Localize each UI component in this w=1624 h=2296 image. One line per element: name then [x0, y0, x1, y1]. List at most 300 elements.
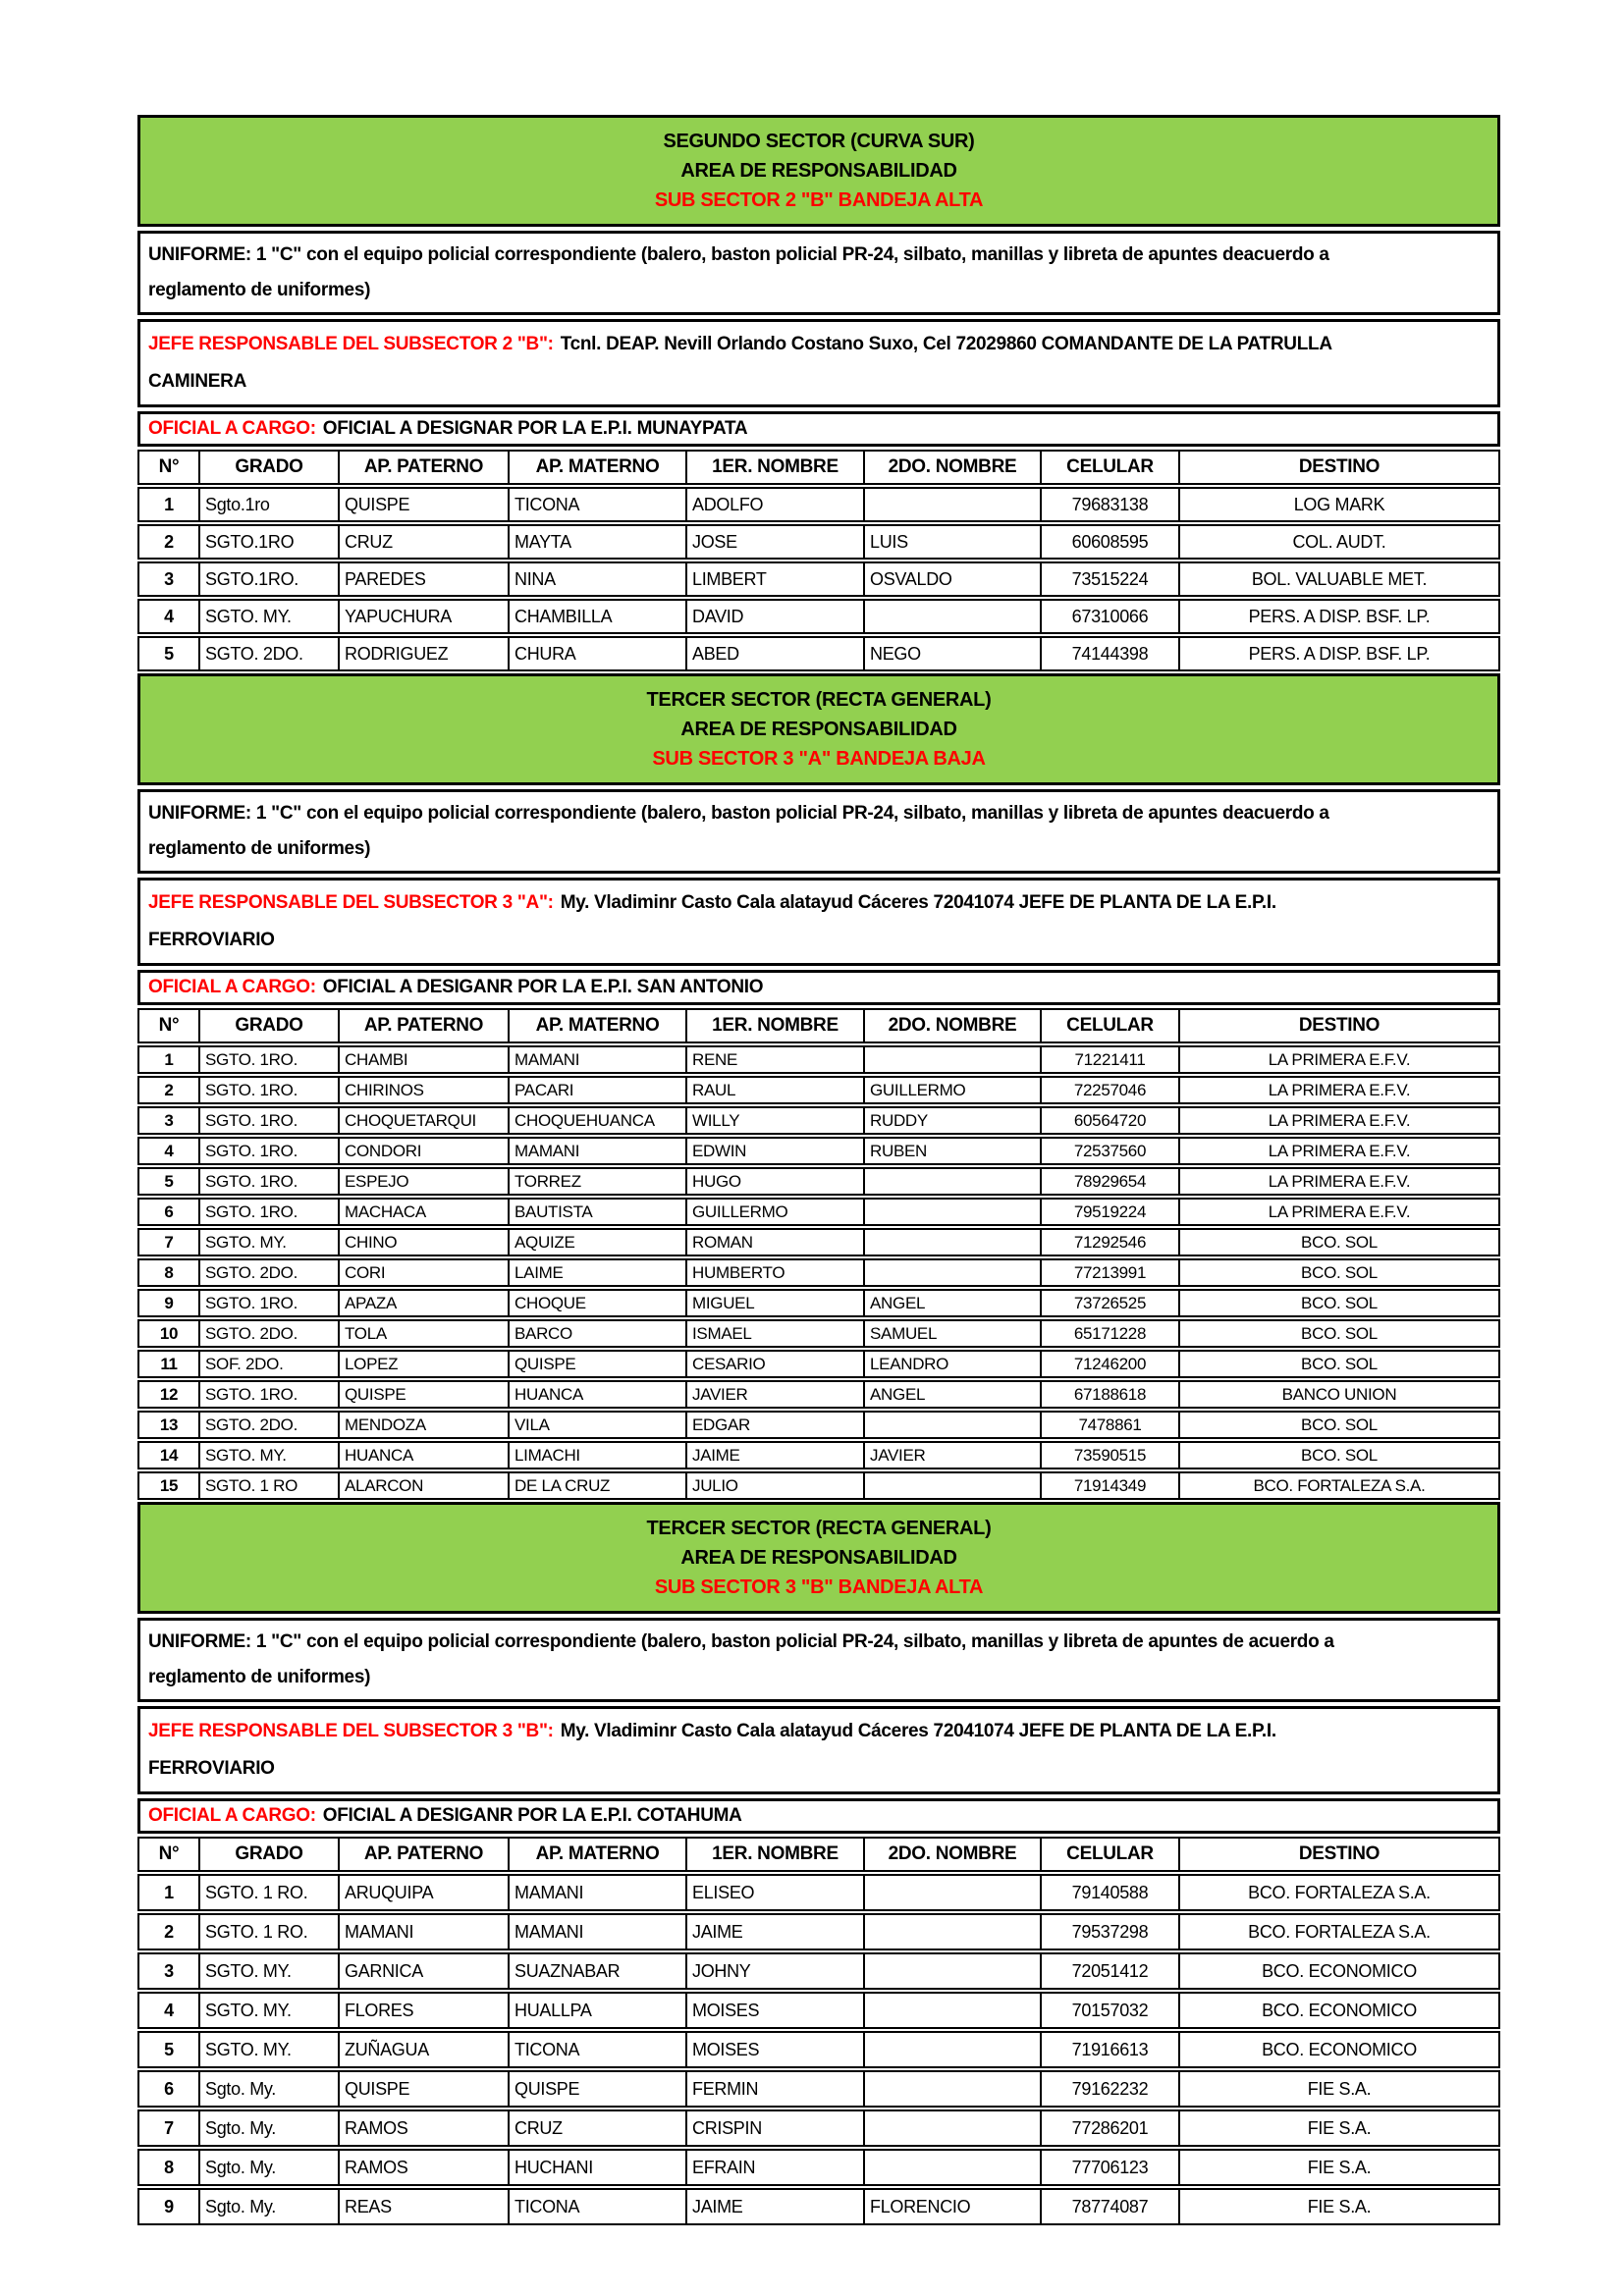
sector-section-2b [137, 115, 1500, 671]
table-cell: RUDDY [863, 1108, 1040, 1133]
table-cell [863, 1876, 1040, 1909]
table-cell: 11 [160, 1354, 178, 1373]
header-cell: N° [158, 1015, 180, 1036]
table-cell: HUANCA [338, 1443, 508, 1468]
table-cell: FIE S.A. [1178, 2190, 1498, 2223]
table-cell: ROMAN [685, 1230, 863, 1255]
table-row [137, 1992, 1500, 2029]
header-cell: 1ER. NOMBRE [685, 1839, 863, 1870]
sector-title: TERCER SECTOR (RECTA GENERAL) [646, 689, 992, 711]
header-cell: GRADO [198, 1839, 338, 1870]
table-cell: HUMBERTO [685, 1260, 863, 1285]
header-cell: AP. MATERNO [508, 452, 685, 483]
jefe-line2: FERROVIARIO [148, 1758, 275, 1779]
header-cell: 2DO. NOMBRE [863, 452, 1040, 483]
table-cell: JAIME [685, 2190, 863, 2223]
sector-title: SEGUNDO SECTOR (CURVA SUR) [663, 131, 975, 152]
oficial-label: OFICIAL A CARGO: [148, 1805, 316, 1826]
table-cell: 70157032 [1040, 1994, 1178, 2027]
subsector-line: SUB SECTOR 3 "A" BANDEJA BAJA [652, 748, 986, 770]
oficial-a-cargo-note [137, 411, 1500, 447]
jefe-text: Tcnl. DEAP. Nevill Orlando Costano Suxo, Cel 72029860 COMANDANTE DE LA PATRULLA [560, 334, 1332, 354]
table-cell: SGTO. 1 RO. [198, 1915, 338, 1949]
table-cell: 2 [164, 531, 174, 552]
table-cell: PERS. A DISP. BSF. LP. [1178, 638, 1498, 669]
table-cell: 3 [164, 1110, 174, 1130]
table-cell: QUISPE [338, 2072, 508, 2106]
table-cell: Sgto. My. [198, 2072, 338, 2106]
table-cell: EDGAR [685, 1413, 863, 1437]
uniforme-line1: UNIFORME: 1 "C" con el equipo policial correspondiente (balero, baston policial PR-24, silbato, manillas y libreta de apuntes deacuerdo a [148, 803, 1329, 824]
table-cell [863, 1473, 1040, 1498]
table-cell: 67188618 [1040, 1382, 1178, 1407]
table-cell: BCO. SOL [1178, 1260, 1498, 1285]
table-cell: 8 [164, 1262, 174, 1282]
table-cell: 2 [164, 1080, 174, 1099]
header-cell: 1ER. NOMBRE [685, 1010, 863, 1041]
table-cell: RAMOS [338, 2111, 508, 2145]
header-cell: AP. PATERNO [338, 1010, 508, 1041]
table-cell: SGTO. 2DO. [198, 638, 338, 669]
table-cell: TICONA [508, 489, 685, 520]
header-cell: AP. PATERNO [338, 452, 508, 483]
table-cell: SAMUEL [863, 1321, 1040, 1346]
header-cell: AP. MATERNO [508, 1010, 685, 1041]
table-cell: ZUÑAGUA [338, 2033, 508, 2066]
table-cell: BCO. ECONOMICO [1178, 1954, 1498, 1988]
table-cell: 8 [164, 2157, 174, 2177]
table-cell: DAVID [685, 601, 863, 632]
table-row [137, 1167, 1500, 1196]
table-cell: 71914349 [1040, 1473, 1178, 1498]
table-cell: SGTO. 1RO. [198, 1169, 338, 1194]
table-cell: 13 [159, 1415, 179, 1434]
uniforme-line2: reglamento de uniformes) [148, 1667, 371, 1687]
table-cell: 5 [164, 1171, 174, 1191]
table-cell: CORI [338, 1260, 508, 1285]
table-row [137, 2109, 1500, 2147]
table-row [137, 2070, 1500, 2108]
table-row [137, 1258, 1500, 1287]
document-page [137, 115, 1500, 2227]
table-cell: CRISPIN [685, 2111, 863, 2145]
roster-table [137, 450, 1500, 671]
table-cell: JOHNY [685, 1954, 863, 1988]
table-row [137, 1471, 1500, 1500]
table-cell: 71221411 [1040, 1047, 1178, 1072]
table-cell: QUISPE [508, 2072, 685, 2106]
table-row [137, 561, 1500, 597]
table-cell [863, 2033, 1040, 2066]
jefe-line2: FERROVIARIO [148, 930, 275, 950]
table-cell: Sgto.1ro [198, 489, 338, 520]
table-cell: EDWIN [685, 1139, 863, 1163]
header-cell: AP. PATERNO [338, 1839, 508, 1870]
table-cell: ISMAEL [685, 1321, 863, 1346]
table-row [137, 1319, 1500, 1348]
table-cell [863, 1915, 1040, 1949]
sector-title: TERCER SECTOR (RECTA GENERAL) [646, 1518, 992, 1539]
table-header-row [137, 1837, 1500, 1872]
uniforme-note [137, 231, 1500, 315]
table-cell: PERS. A DISP. BSF. LP. [1178, 601, 1498, 632]
table-row [137, 1913, 1500, 1950]
table-cell: CHAMBILLA [508, 601, 685, 632]
table-cell: 73726525 [1040, 1291, 1178, 1315]
table-cell [863, 1413, 1040, 1437]
table-cell: Sgto. My. [198, 2151, 338, 2184]
table-cell: MIGUEL [685, 1291, 863, 1315]
table-cell: 71292546 [1040, 1230, 1178, 1255]
table-row [137, 1045, 1500, 1074]
table-cell: SGTO.1RO [198, 526, 338, 558]
table-cell [863, 489, 1040, 520]
table-cell: 79519224 [1040, 1200, 1178, 1224]
table-cell: 1 [164, 1882, 174, 1902]
table-cell: 65171228 [1040, 1321, 1178, 1346]
table-cell: FIE S.A. [1178, 2111, 1498, 2145]
table-cell: FIE S.A. [1178, 2072, 1498, 2106]
table-cell: COL. AUDT. [1178, 526, 1498, 558]
table-cell: SGTO. MY. [198, 2033, 338, 2066]
table-cell: ABED [685, 638, 863, 669]
table-cell: SGTO. 1RO. [198, 1078, 338, 1102]
table-row [137, 1106, 1500, 1135]
oficial-label: OFICIAL A CARGO: [148, 977, 316, 997]
uniforme-line1: UNIFORME: 1 "C" con el equipo policial correspondiente (balero, baston policial PR-24, silbato, manillas y libreta de apuntes de acuerdo a [148, 1631, 1334, 1652]
table-cell: 5 [164, 2039, 174, 2059]
table-cell: ALARCON [338, 1473, 508, 1498]
table-cell: 6 [164, 1201, 174, 1221]
header-cell: CELULAR [1040, 1010, 1178, 1041]
table-cell: BCO. SOL [1178, 1230, 1498, 1255]
table-row [137, 2188, 1500, 2225]
jefe-label: JEFE RESPONSABLE DEL SUBSECTOR 3 "B": [148, 1721, 554, 1741]
table-cell: HUGO [685, 1169, 863, 1194]
header-cell: GRADO [198, 1010, 338, 1041]
table-cell: 79140588 [1040, 1876, 1178, 1909]
table-cell: TICONA [508, 2033, 685, 2066]
table-cell: 6 [164, 2078, 174, 2099]
roster-table [137, 1837, 1500, 2225]
table-cell: CESARIO [685, 1352, 863, 1376]
table-cell: 3 [164, 568, 174, 589]
table-cell: LIMACHI [508, 1443, 685, 1468]
table-cell: FIE S.A. [1178, 2151, 1498, 2184]
jefe-responsable-note [137, 1706, 1500, 1794]
oficial-text: OFICIAL A DESIGANR POR LA E.P.I. SAN ANTONIO [322, 977, 764, 997]
table-row [137, 1076, 1500, 1104]
table-cell: CHIRINOS [338, 1078, 508, 1102]
table-cell: RENE [685, 1047, 863, 1072]
table-cell: JAVIER [685, 1382, 863, 1407]
uniforme-line2: reglamento de uniformes) [148, 838, 371, 859]
table-cell: 10 [159, 1323, 179, 1343]
table-cell: MACHACA [338, 1200, 508, 1224]
table-cell: JOSE [685, 526, 863, 558]
table-cell: BCO. SOL [1178, 1291, 1498, 1315]
uniforme-line2: reglamento de uniformes) [148, 280, 371, 300]
table-cell [863, 1047, 1040, 1072]
table-cell: BCO. ECONOMICO [1178, 2033, 1498, 2066]
jefe-line1 [148, 884, 1489, 922]
table-cell: CHOQUEHUANCA [508, 1108, 685, 1133]
table-cell: 1 [164, 1049, 174, 1069]
table-cell: EFRAIN [685, 2151, 863, 2184]
table-cell: 4 [164, 606, 174, 626]
table-cell: MAMANI [508, 1047, 685, 1072]
table-cell: LIMBERT [685, 563, 863, 595]
table-cell [863, 1169, 1040, 1194]
table-cell: BCO. SOL [1178, 1413, 1498, 1437]
table-cell: ESPEJO [338, 1169, 508, 1194]
table-cell: QUISPE [508, 1352, 685, 1376]
table-cell [863, 1260, 1040, 1285]
table-cell: GUILLERMO [863, 1078, 1040, 1102]
roster-table [137, 1008, 1500, 1500]
oficial-a-cargo-note [137, 1798, 1500, 1834]
table-cell: GUILLERMO [685, 1200, 863, 1224]
jefe-label: JEFE RESPONSABLE DEL SUBSECTOR 3 "A": [148, 892, 554, 913]
table-cell: 60564720 [1040, 1108, 1178, 1133]
table-cell: LA PRIMERA E.F.V. [1178, 1108, 1498, 1133]
table-cell: LA PRIMERA E.F.V. [1178, 1169, 1498, 1194]
table-cell: 72537560 [1040, 1139, 1178, 1163]
table-row [137, 524, 1500, 560]
table-cell [863, 2111, 1040, 2145]
subsector-line: SUB SECTOR 3 "B" BANDEJA ALTA [654, 1576, 984, 1598]
table-cell [863, 601, 1040, 632]
table-cell: BCO. SOL [1178, 1321, 1498, 1346]
table-cell: OSVALDO [863, 563, 1040, 595]
table-row [137, 1198, 1500, 1226]
table-row [137, 1874, 1500, 1911]
table-cell: ELISEO [685, 1876, 863, 1909]
sector-banner [137, 1502, 1500, 1614]
table-cell: MOISES [685, 1994, 863, 2027]
table-cell: SGTO. 1RO. [198, 1291, 338, 1315]
table-cell: SGTO. 2DO. [198, 1413, 338, 1437]
table-cell [863, 1200, 1040, 1224]
table-cell: QUISPE [338, 1382, 508, 1407]
table-cell: 78774087 [1040, 2190, 1178, 2223]
table-cell: BOL. VALUABLE MET. [1178, 563, 1498, 595]
table-cell: TICONA [508, 2190, 685, 2223]
table-cell: JAIME [685, 1443, 863, 1468]
header-cell: 1ER. NOMBRE [685, 452, 863, 483]
table-cell: 79537298 [1040, 1915, 1178, 1949]
table-cell: SGTO. MY. [198, 1954, 338, 1988]
table-cell: LA PRIMERA E.F.V. [1178, 1200, 1498, 1224]
oficial-text: OFICIAL A DESIGANR POR LA E.P.I. COTAHUMA [322, 1805, 742, 1826]
sector-section-3b [137, 1502, 1500, 2225]
table-cell: 73590515 [1040, 1443, 1178, 1468]
jefe-line2: CAMINERA [148, 371, 246, 392]
table-cell: SGTO. MY. [198, 601, 338, 632]
table-cell: FLORENCIO [863, 2190, 1040, 2223]
table-cell: LA PRIMERA E.F.V. [1178, 1078, 1498, 1102]
table-row [137, 1380, 1500, 1409]
table-cell: BCO. FORTALEZA S.A. [1178, 1876, 1498, 1909]
table-cell: MOISES [685, 2033, 863, 2066]
table-cell: 79683138 [1040, 489, 1178, 520]
table-cell: TOLA [338, 1321, 508, 1346]
table-header-row [137, 1008, 1500, 1043]
table-cell: HUALLPA [508, 1994, 685, 2027]
table-cell: DE LA CRUZ [508, 1473, 685, 1498]
table-cell: 12 [159, 1384, 179, 1404]
table-cell [863, 2072, 1040, 2106]
table-cell: 5 [164, 643, 174, 664]
table-cell: SGTO.1RO. [198, 563, 338, 595]
table-cell: PAREDES [338, 563, 508, 595]
header-cell: 2DO. NOMBRE [863, 1010, 1040, 1041]
table-cell: MAYTA [508, 526, 685, 558]
area-responsabilidad-line: AREA DE RESPONSABILIDAD [680, 1547, 957, 1569]
table-cell: TORREZ [508, 1169, 685, 1194]
table-cell: HUCHANI [508, 2151, 685, 2184]
table-cell: BAUTISTA [508, 1200, 685, 1224]
table-cell: SGTO. MY. [198, 1230, 338, 1255]
table-cell: Sgto. My. [198, 2190, 338, 2223]
table-cell: 72051412 [1040, 1954, 1178, 1988]
sector-banner [137, 673, 1500, 785]
jefe-line1 [148, 1713, 1489, 1750]
table-cell: 7 [164, 2117, 174, 2138]
table-cell: 74144398 [1040, 638, 1178, 669]
table-row [137, 1952, 1500, 1990]
table-cell: MAMANI [508, 1915, 685, 1949]
table-cell: SGTO. 1 RO. [198, 1876, 338, 1909]
table-cell: FERMIN [685, 2072, 863, 2106]
table-cell: LA PRIMERA E.F.V. [1178, 1139, 1498, 1163]
table-cell: MAMANI [338, 1915, 508, 1949]
table-cell: CHOQUETARQUI [338, 1108, 508, 1133]
table-cell: 7478861 [1040, 1413, 1178, 1437]
table-cell [863, 1954, 1040, 1988]
table-cell: YAPUCHURA [338, 601, 508, 632]
table-cell: LAIME [508, 1260, 685, 1285]
table-cell: WILLY [685, 1108, 863, 1133]
table-cell: SOF. 2DO. [198, 1352, 338, 1376]
header-cell: CELULAR [1040, 452, 1178, 483]
jefe-responsable-note [137, 878, 1500, 966]
table-cell: SUAZNABAR [508, 1954, 685, 1988]
table-cell: RODRIGUEZ [338, 638, 508, 669]
table-cell: GARNICA [338, 1954, 508, 1988]
table-row [137, 1228, 1500, 1256]
table-cell: 7 [164, 1232, 174, 1252]
table-cell: NINA [508, 563, 685, 595]
table-cell: 1 [164, 494, 174, 514]
table-cell: JAVIER [863, 1443, 1040, 1468]
table-cell: LOPEZ [338, 1352, 508, 1376]
table-cell: 73515224 [1040, 563, 1178, 595]
header-cell: CELULAR [1040, 1839, 1178, 1870]
table-row [137, 599, 1500, 634]
table-row [137, 1441, 1500, 1469]
table-row [137, 487, 1500, 522]
sector-section-3a [137, 673, 1500, 1500]
table-cell: 9 [164, 1293, 174, 1312]
table-cell: RAMOS [338, 2151, 508, 2184]
table-cell: 14 [159, 1445, 179, 1465]
table-cell: SGTO. 1 RO [198, 1473, 338, 1498]
table-header-row [137, 450, 1500, 485]
table-cell: SGTO. 2DO. [198, 1260, 338, 1285]
jefe-text: My. Vladiminr Casto Cala alatayud Cáceres 72041074 JEFE DE PLANTA DE LA E.P.I. [560, 892, 1276, 913]
table-row [137, 1411, 1500, 1439]
table-cell: 15 [159, 1475, 179, 1495]
table-cell: 77286201 [1040, 2111, 1178, 2145]
header-cell: DESTINO [1178, 1839, 1498, 1870]
table-cell: RUBEN [863, 1139, 1040, 1163]
table-cell [863, 1230, 1040, 1255]
table-cell: BCO. SOL [1178, 1443, 1498, 1468]
table-cell: 71246200 [1040, 1352, 1178, 1376]
table-cell: BANCO UNION [1178, 1382, 1498, 1407]
jefe-label: JEFE RESPONSABLE DEL SUBSECTOR 2 "B": [148, 334, 554, 354]
table-cell [863, 1994, 1040, 2027]
table-cell: 2 [164, 1921, 174, 1942]
table-cell: LEANDRO [863, 1352, 1040, 1376]
table-cell: LOG MARK [1178, 489, 1498, 520]
table-cell: CONDORI [338, 1139, 508, 1163]
table-cell: QUISPE [338, 489, 508, 520]
table-cell: BARCO [508, 1321, 685, 1346]
sector-banner [137, 115, 1500, 227]
table-cell: 78929654 [1040, 1169, 1178, 1194]
subsector-line: SUB SECTOR 2 "B" BANDEJA ALTA [654, 189, 984, 211]
table-cell: CHINO [338, 1230, 508, 1255]
table-cell: 4 [164, 1141, 174, 1160]
oficial-text: OFICIAL A DESIGNAR POR LA E.P.I. MUNAYPATA [322, 418, 748, 439]
table-cell: MENDOZA [338, 1413, 508, 1437]
table-cell: SGTO. 2DO. [198, 1321, 338, 1346]
header-cell: DESTINO [1178, 1010, 1498, 1041]
table-cell: 4 [164, 2000, 174, 2020]
table-cell: REAS [338, 2190, 508, 2223]
table-cell: BCO. FORTALEZA S.A. [1178, 1473, 1498, 1498]
table-cell: 3 [164, 1960, 174, 1981]
area-responsabilidad-line: AREA DE RESPONSABILIDAD [680, 719, 957, 740]
table-row [137, 2149, 1500, 2186]
table-cell: SGTO. 1RO. [198, 1108, 338, 1133]
area-responsabilidad-line: AREA DE RESPONSABILIDAD [680, 160, 957, 182]
table-cell: BCO. ECONOMICO [1178, 1994, 1498, 2027]
header-cell: GRADO [198, 452, 338, 483]
table-cell: CHURA [508, 638, 685, 669]
uniforme-line1: UNIFORME: 1 "C" con el equipo policial correspondiente (balero, baston policial PR-24, silbato, manillas y libreta de apuntes deacuerdo a [148, 244, 1329, 265]
table-cell: CHOQUE [508, 1291, 685, 1315]
table-cell: Sgto. My. [198, 2111, 338, 2145]
table-cell: 67310066 [1040, 601, 1178, 632]
table-cell: 79162232 [1040, 2072, 1178, 2106]
table-cell: 9 [164, 2196, 174, 2216]
table-cell: SGTO. 1RO. [198, 1200, 338, 1224]
uniforme-note [137, 1618, 1500, 1702]
table-cell: BCO. SOL [1178, 1352, 1498, 1376]
table-cell: ANGEL [863, 1382, 1040, 1407]
table-cell: JULIO [685, 1473, 863, 1498]
table-cell: SGTO. MY. [198, 1443, 338, 1468]
header-cell: N° [158, 456, 180, 477]
table-cell: SGTO. 1RO. [198, 1139, 338, 1163]
table-cell: CRUZ [508, 2111, 685, 2145]
oficial-label: OFICIAL A CARGO: [148, 418, 316, 439]
table-row [137, 2031, 1500, 2068]
table-cell: VILA [508, 1413, 685, 1437]
